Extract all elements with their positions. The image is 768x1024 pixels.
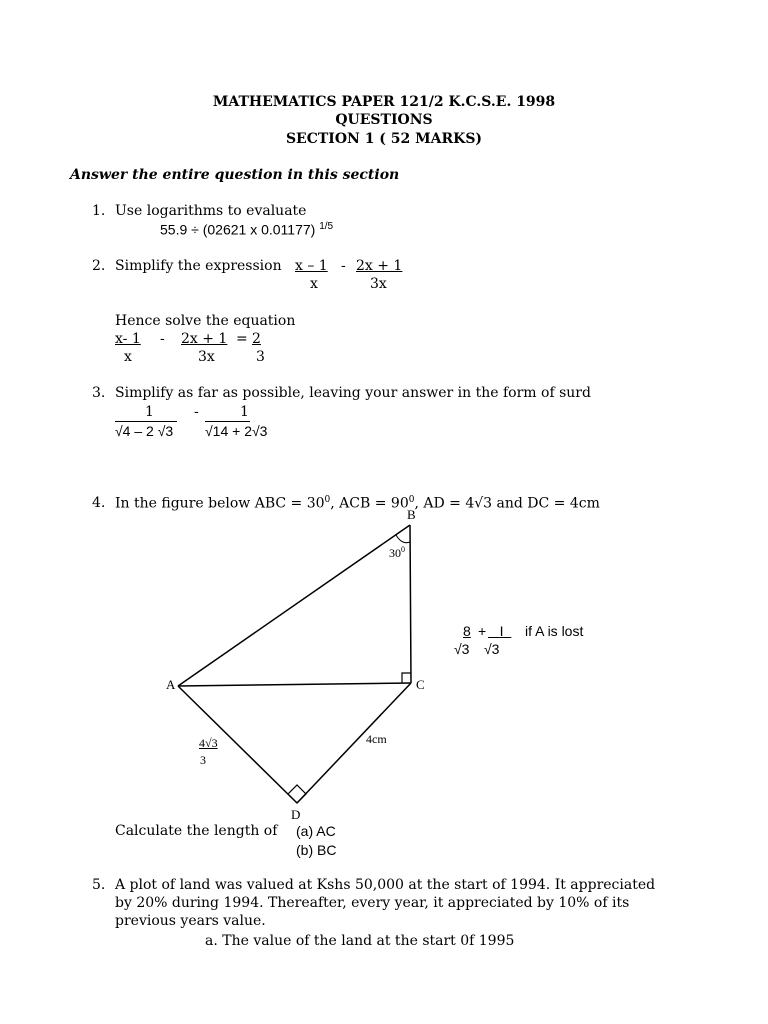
q1-expr-power: 1/5	[319, 221, 334, 232]
note-numerator-1: 8	[463, 623, 471, 639]
q2-eq-equals: =	[236, 331, 248, 347]
line-ac	[178, 683, 411, 686]
note-tail: if A is lost	[525, 623, 584, 639]
q2-eq-frac1-denominator: x	[124, 349, 132, 365]
q2-eq-frac2-denominator: 3x	[198, 349, 215, 365]
right-angle-c	[402, 673, 411, 683]
questions-heading: QUESTIONS	[335, 112, 433, 128]
q2-hence-text: Hence solve the equation	[115, 313, 296, 329]
q3-frac2-numerator: 1	[240, 404, 249, 420]
right-angle-d	[288, 785, 306, 803]
angle-arc-b	[396, 535, 410, 543]
angle-b-degree: 0	[401, 545, 405, 554]
q3-frac1-numerator: 1	[145, 404, 154, 420]
q2-eq-frac1-numerator: x- 1	[115, 331, 141, 347]
side-ad-label-numerator: 4√3	[199, 736, 218, 750]
angle-b-label	[389, 545, 405, 561]
line-dc	[297, 683, 411, 803]
note-numerator-2-text: I	[499, 623, 504, 639]
q3-text: Simplify as far as possible, leaving your answer in the form of surd	[115, 385, 591, 401]
q1-text: Use logarithms to evaluate	[115, 203, 307, 219]
q3-number: 3.	[92, 385, 106, 401]
line-bc	[410, 525, 411, 683]
q2-eq-frac3-denominator: 3	[256, 349, 265, 365]
note-numerator-2	[488, 623, 511, 639]
note-denominator-2: √3	[484, 641, 500, 657]
q4-degree-2: 0	[408, 495, 415, 505]
q4-part-b: (b) BC	[296, 842, 337, 858]
side-dc-label: 4cm	[366, 732, 387, 746]
note-plus: +	[478, 623, 487, 639]
instruction: Answer the entire question in this section	[70, 167, 400, 183]
q3-minus: -	[194, 404, 199, 420]
q4-calc-text: Calculate the length of	[115, 823, 278, 839]
q1-expr-base: 55.9 ÷ (02621 x 0.01177)	[160, 221, 316, 238]
q2-text: Simplify the expression	[115, 258, 282, 274]
q2-eq-minus: -	[160, 331, 165, 347]
label-b: B	[407, 507, 416, 522]
q2-eq-frac3-numerator: 2	[252, 331, 261, 347]
q2-number: 2.	[92, 258, 106, 274]
angle-b-value: 30	[389, 546, 401, 560]
q2-frac2-denominator: 3x	[370, 276, 387, 292]
q4-part-a: (a) AC	[296, 823, 336, 839]
q4-text-c: , AD = 4√3 and DC = 4cm	[414, 495, 600, 512]
q2-frac1-numerator: x – 1	[295, 258, 328, 274]
paper-title: MATHEMATICS PAPER 121/2 K.C.S.E. 1998	[212, 94, 556, 110]
q5-line1: A plot of land was valued at Kshs 50,000 at the start of 1994. It appreciated	[115, 877, 656, 893]
q4-text-a: In the figure below ABC = 30	[115, 495, 325, 512]
line-ad	[178, 686, 297, 803]
line-ab	[178, 525, 410, 686]
q3-frac2-denominator: √14 + 2√3	[205, 423, 268, 439]
q3-frac1-denominator: √4 – 2 √3	[115, 423, 174, 439]
q4-text-b: , ACB = 90	[330, 495, 409, 512]
note-denominator-1: √3	[454, 641, 470, 657]
q4-degree-1: 0	[324, 495, 331, 505]
label-d: D	[291, 807, 301, 822]
label-c: C	[416, 677, 425, 692]
q1-number: 1.	[92, 203, 106, 219]
section-heading: SECTION 1 ( 52 MARKS)	[285, 131, 483, 147]
q2-eq-frac2-numerator: 2x + 1	[181, 331, 228, 347]
q5-part-a: a. The value of the land at the start 0f 1995	[205, 933, 515, 949]
q5-number: 5.	[92, 877, 106, 893]
q5-line3: previous years value.	[115, 913, 266, 929]
q4-number: 4.	[92, 495, 106, 511]
q2-minus: -	[341, 258, 346, 274]
side-ad-label-denominator: 3	[200, 753, 206, 767]
q2-frac1-denominator: x	[310, 276, 318, 292]
q5-line2: by 20% during 1994. Thereafter, every year, it appreciated by 10% of its	[115, 895, 630, 911]
q2-frac2-numerator: 2x + 1	[356, 258, 403, 274]
label-a: A	[166, 677, 176, 692]
